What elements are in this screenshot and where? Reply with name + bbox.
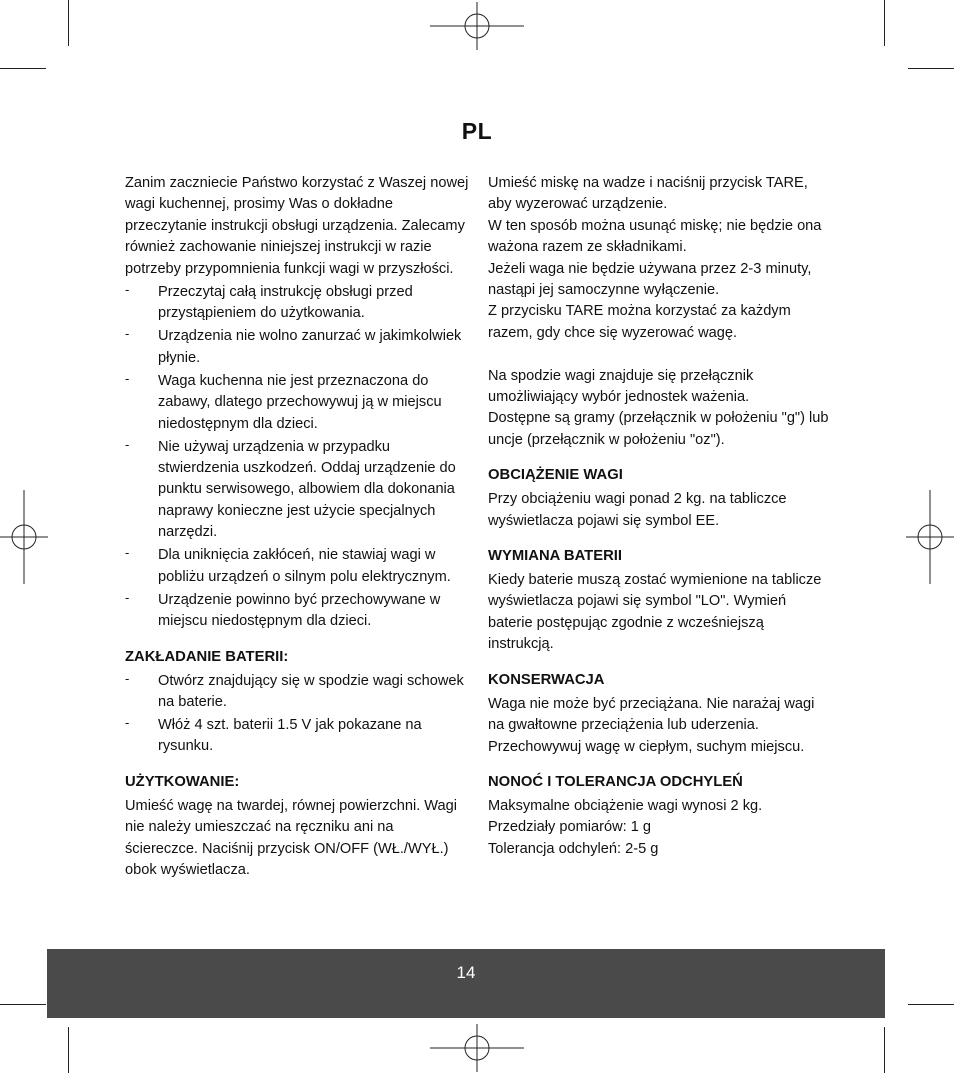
left-column (125, 173, 470, 881)
care-paragraph: Waga nie może być przeciążana. Nie narażaj wagi na gwałtowne przeciążenia lub uderzenia. Przechowywuj wagę w ciepłym, suchym miejscu. (488, 695, 815, 755)
section-heading-usage: UŻYTKOWANIE: (125, 773, 240, 790)
list-item: - Dla uniknięcia zakłóceń, nie stawiaj wagi w pobliżu urządzeń o silnym polu elektrycznym. (125, 545, 451, 585)
section-heading-overload: OBCIĄŻENIE WAGI (488, 467, 623, 484)
tolerance-line: Tolerancja odchyleń: 2-5 g (488, 840, 659, 857)
registration-mark-bottom (430, 1024, 524, 1072)
section-heading-care: KONSERWACJA (488, 671, 605, 688)
section-heading-battery-replace: WYMIANA BATERII (488, 548, 622, 565)
crop-mark (884, 1027, 885, 1073)
page-number: 14 (456, 963, 476, 982)
section-heading-tolerance: NONOĆ I TOLERANCJA ODCHYLEŃ (488, 773, 743, 790)
usage-paragraph: Umieść wagę na twardej, równej powierzchni. Wagi nie należy umieszczać na ręczniku ani na ściereczce. Naciśnij przycisk ON/OFF (WŁ./WYŁ.) obok wyświetlacza. (125, 797, 458, 878)
registration-mark-right (906, 490, 954, 584)
list-item: - Otwórz znajdujący się w spodzie wagi schowek na baterie. (125, 670, 464, 710)
intro-paragraph: Zanim zaczniecie Państwo korzystać z Waszej nowej wagi kuchennej, prosimy Was o dokładne przeczytanie instrukcji obsługi urządzenia. Zalecamy również zachowanie niniejszej instrukcji w razie potrzeby przypomnienia funkcji wagi w przyszłości. (125, 175, 469, 277)
units-paragraph: Dostępne są gramy (przełącznik w położeniu "g") lub uncje (przełącznik w położeniu "oz"). (488, 410, 829, 448)
tolerance-line: Maksymalne obciążenie wagi wynosi 2 kg. (488, 797, 763, 814)
registration-mark-top (430, 2, 524, 50)
crop-mark (68, 0, 69, 46)
right-column (488, 173, 833, 860)
battery-list (125, 671, 470, 758)
tolerance-line: Przedziały pomiarów: 1 g (488, 819, 652, 836)
list-item: - Przeczytaj całą instrukcję obsługi przed przystąpieniem do użytkowania. (125, 282, 413, 322)
overload-paragraph: Przy obciążeniu wagi ponad 2 kg. na tabliczce wyświetlacza pojawi się symbol EE. (488, 491, 787, 529)
safety-list (125, 282, 470, 632)
tare-reuse-paragraph: Z przycisku TARE można korzystać za każdym razem, gdy chce się wyzerować wagę. (488, 303, 791, 341)
unit-switch-paragraph: Na spodzie wagi znajduje się przełącznik umożliwiający wybór jednostek ważenia. (488, 367, 754, 406)
bowl-paragraph: W ten sposób można usunąć miskę; nie będzie ona ważona razem ze składnikami. (488, 217, 822, 256)
registration-mark-left (0, 490, 48, 584)
crop-mark (884, 0, 885, 46)
section-heading-battery: ZAKŁADANIE BATERII: (125, 648, 289, 665)
crop-mark (0, 68, 46, 69)
crop-mark (908, 68, 954, 69)
language-heading: PL (461, 118, 493, 144)
list-item: - Nie używaj urządzenia w przypadku stwierdzenia uszkodzeń. Oddaj urządzenie do punktu serwisowego, albowiem dla dokonania naprawy konieczne jest użycie specjalnych narzędzi. (125, 436, 456, 541)
crop-mark (68, 1027, 69, 1073)
list-item: - Urządzenia nie wolno zanurzać w jakimkolwiek płynie. (125, 326, 462, 366)
crop-mark (0, 1004, 46, 1005)
footer-bar (47, 949, 885, 1018)
list-item: - Waga kuchenna nie jest przeznaczona do zabawy, dlatego przechowywuj ją w miejscu niedostępnym dla dzieci. (125, 370, 442, 432)
list-item: - Włóż 4 szt. baterii 1.5 V jak pokazane na rysunku. (125, 714, 422, 755)
auto-off-paragraph: Jeżeli waga nie będzie używana przez 2-3 minuty, nastąpi jej samoczynne wyłączenie. (488, 260, 812, 299)
spacer (488, 344, 833, 365)
list-item: - Urządzenie powinno być przechowywane w miejscu niedostępnym dla dzieci. (125, 589, 441, 630)
tare-paragraph: Umieść miskę na wadze i naciśnij przycisk TARE, aby wyzerować urządzenie. (488, 175, 808, 213)
crop-mark (908, 1004, 954, 1005)
battery-replace-paragraph: Kiedy baterie muszą zostać wymienione na tablicze wyświetlacza pojawi się symbol "LO". Wymień baterie postępując zgodnie z wcześniejszą instrukcją. (488, 572, 822, 653)
